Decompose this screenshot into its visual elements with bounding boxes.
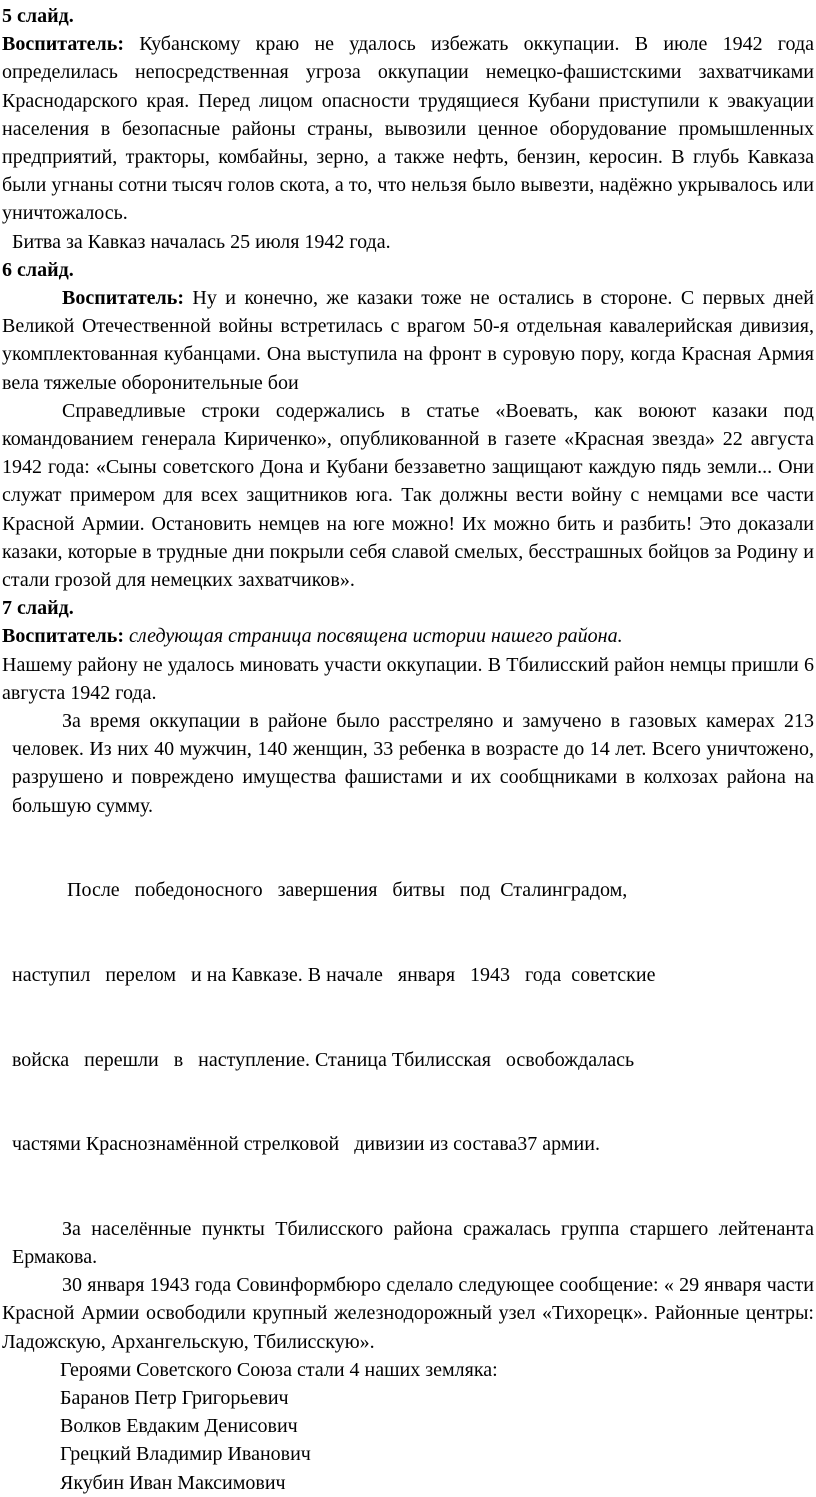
slide5-speaker: Воспитатель: [2,33,124,56]
slide6-quote-paragraph: Справедливые строки содержались в статье «Воевать, как воюют казаки под командованием генерала Кириченко», опубликованной в газете «Красная звезда» 22 августа 1942 года: «Сыны советского Дона и Кубани беззаветно защищают каждую пядь земли... Они служат примером для всех защитников юга. Так должны вести войну с немцами все части Красной Армии. Остановить немцев на юге можно! Их можно бить и разбить! Это доказали казаки, которые в трудные дни покрыли себя славой смелых, бесстрашных бойцов за Родину и стали грозой для немецких захватчиков». [2,399,814,592]
slide7-speaker: Воспитатель: [2,625,124,648]
slide7-liberation-line-4: частями Краснознамённой стрелковой дивизии из состава37 армии. [12,1133,600,1156]
slide7-heading: 7 слайд. [2,597,74,620]
slide6-text: Ну и конечно, же казаки тоже не остались в стороне. С первых дней Великой Отечественной войны встретилась с врагом 50-я отдельная кавалерийская дивизия, укомплектованная кубанцами. Она выступила на фронт в суровую пору, когда Красная Армия вела тяжелые оборонительные бои [2,287,814,394]
slide6-paragraph [2,284,814,397]
slide7-italic-text: следующая страница посвящена истории нашего района. [123,625,623,648]
slide5-text: Кубанскому краю не удалось избежать оккупации. В июле 1942 года определилась непосредственная угроза оккупации немецко-фашистскими захватчиками Краснодарского края. Перед лицом опасности трудящиеся Кубани приступили к эвакуации населения в безопасные районы страны, вывозили ценное оборудование промышленных предприятий, тракторы, комбайны, зерно, а также нефть, бензин, керосин. В глубь Кавказа были угнаны сотни тысяч голов скота, а то, что нельзя было вывезти, надёжно укрывалось или уничтожалось. [2,33,814,225]
slide7-ermakov-group: За населённые пункты Тбилисского района сражалась группа старшего лейтенанта Ермакова. [12,1217,814,1268]
slide7-intro [2,622,814,650]
slide7-liberation-block [12,820,814,1215]
list-item: Грецкий Владимир Иванович [60,1443,311,1466]
slide6-heading: 6 слайд. [2,258,74,281]
slide7-liberation-line-1: После победоносного завершения битвы под Сталинградом, [67,879,628,902]
slide7-liberation-line-3: войска перешли в наступление. Станица Тбилисская освобождалась [12,1048,635,1071]
slide7-liberation-line-2: наступил перелом и на Кавказе. В начале января 1943 года советские [12,963,656,986]
slide5-paragraph [2,30,814,227]
slide5-heading: 5 слайд. [2,5,74,27]
slide7-sovinformburo: 30 января 1943 года Совинформбюро сделало следующее сообщение: « 29 января части Красной Армии освободили крупный железнодорожный узел «Тихорецк». Районные центры: Ладожскую, Архангельскую, Тбилисскую». [2,1274,814,1353]
slide6-speaker: Воспитатель: [62,287,184,310]
slide5-battle-date: Битва за Кавказ началась 25 июля 1942 года. [12,230,391,253]
heroes-list [60,1384,814,1497]
slide7-heroes-intro: Героями Советского Союза стали 4 наших земляка: [60,1358,498,1381]
list-item: Якубин Иван Максимович [60,1471,286,1494]
slide7-occupation-date: Нашему району не удалось миновать участи оккупации. В Тбилисский район немцы пришли 6 августа 1942 года. [2,653,814,704]
list-item: Баранов Петр Григорьевич [60,1386,289,1409]
list-item: Волков Евдаким Денисович [60,1415,298,1438]
slide7-occupation-losses: За время оккупации в районе было расстреляно и замучено в газовых камерах 213 человек. Из них 40 мужчин, 140 женщин, 33 ребенка в возрасте до 14 лет. Всего уничтожено, разрушено и повреждено имущества фашистами и их сообщниками в колхозах района на большую сумму. [12,710,814,817]
